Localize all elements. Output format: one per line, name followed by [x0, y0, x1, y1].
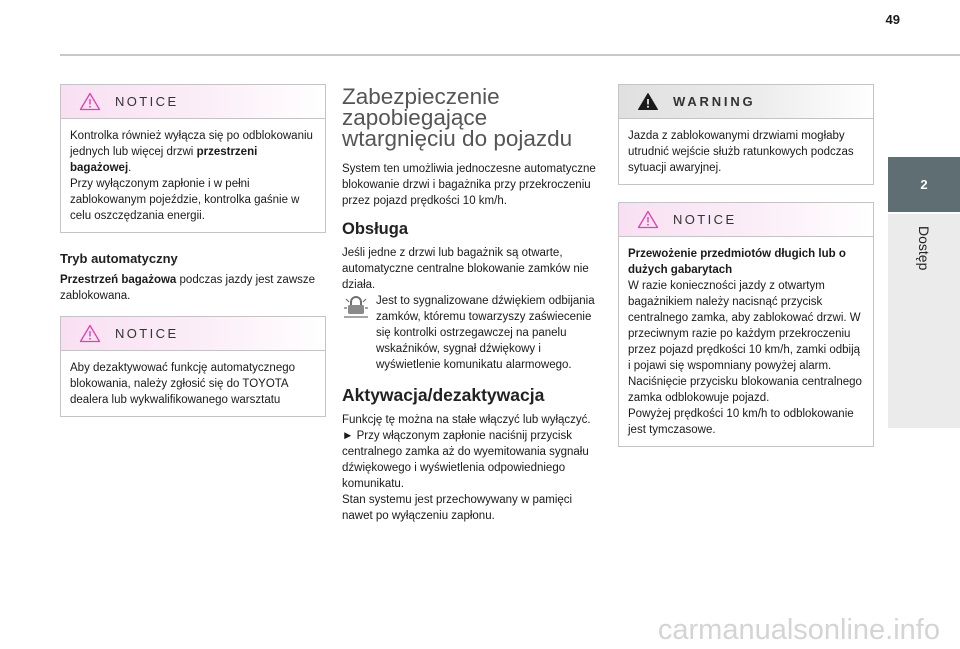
notice-paragraph: W razie konieczności jazdy z otwartym bagażnikiem należy nacisnąć przycisk centralnego zamka, aby zablokować drzwi. W przeciwnym razie po każdym przekroczeniu przez pojazd prędkości 10 km/h, zamki odbiją i pojawi się wspomniany powyżej alarm.: [628, 280, 861, 372]
notice-paragraph-2: Naciśnięcie przycisku blokowania centralnego zamka odblokowuje pojazd.: [628, 376, 862, 404]
header-rule: [60, 54, 960, 56]
operation-paragraph: Jeśli jedne z drzwi lub bagażnik są otwarte, automatyczne centralne blokowanie zamków nie działa.: [342, 247, 589, 291]
notice-box: [60, 84, 326, 233]
notice-paragraph-2: Przy wyłączonym zapłonie i w pełni zablokowanym pojeździe, kontrolka gaśnie w celu oszczędzania energii.: [70, 178, 300, 222]
operation-heading: Obsługa: [342, 220, 409, 238]
column-middle: [342, 84, 604, 524]
notice-paragraph-3: Powyżej prędkości 10 km/h to odblokowanie jest tymczasowe.: [628, 408, 854, 436]
section-tab-label: Dostęp: [916, 226, 932, 271]
watermark: carmanualsonline.info: [657, 614, 940, 646]
notice-title: NOTICE: [115, 94, 179, 109]
page-number: 49: [885, 12, 900, 27]
notice-title: NOTICE: [115, 326, 179, 341]
warning-triangle-outline-icon: [79, 92, 101, 111]
auto-mode-heading: Tryb automatyczny: [60, 251, 178, 266]
section-title: Zabezpieczenie zapobiegające wtargnięciu do pojazdu: [342, 84, 573, 151]
notice-paragraph: Aby dezaktywować funkcję automatycznego blokowania, należy zgłosić się do TOYOTA dealera lub wykwalifikowanego warsztatu: [70, 362, 296, 406]
activation-step: ► Przy włączonym zapłonie naciśnij przycisk centralnego zamka aż do wyemitowania sygnału dźwiękowego i wyświetlenia odpowiedniego komunikatu.: [342, 430, 589, 490]
activation-paragraph: Funkcję tę można na stałe włączyć lub wyłączyć.: [342, 414, 591, 426]
lock-alert-text: Jest to sygnalizowane dźwiękiem odbijania zamków, któremu towarzyszy zaświecenie się kontrolki ostrzegawczej na panelu wskaźników, sygnał dźwiękowy i wyświetlenie komunikatu alarmowego.: [376, 295, 595, 371]
notice-paragraph: Kontrolka również wyłącza się po odblokowaniu jednych lub więcej drzwi przestrzeni bagażowej.: [70, 130, 313, 174]
activation-heading: Aktywacja/dezaktywacja: [342, 385, 545, 405]
notice-title: NOTICE: [673, 212, 737, 227]
warning-triangle-outline-icon: [637, 210, 659, 229]
notice-header: [61, 85, 325, 119]
notice-box-3: [618, 202, 874, 447]
notice-box-2: [60, 316, 326, 417]
auto-mode-text: Przestrzeń bagażowa podczas jazdy jest zawsze zablokowana.: [60, 274, 316, 302]
activation-note: Stan systemu jest przechowywany w pamięci nawet po wyłączeniu zapłonu.: [342, 494, 573, 522]
notice-header: [61, 317, 325, 351]
section-tab[interactable]: [888, 214, 960, 428]
column-left: [60, 84, 326, 417]
lock-alert-paragraph: [342, 293, 604, 373]
intro-paragraph: System ten umożliwia jednoczesne automatyczne blokowanie drzwi i bagażnika przy przekroczeniu przez pojazd prędkości 10 km/h.: [342, 163, 596, 207]
warning-header: [619, 85, 873, 119]
warning-paragraph: Jazda z zablokowanymi drzwiami mogłaby utrudnić wejście służb ratunkowych podczas sytuacji awaryjnej.: [628, 130, 854, 174]
column-right: [618, 84, 874, 447]
notice-subheading: Przewożenie przedmiotów długich lub o dużych gabarytach: [628, 248, 846, 276]
chapter-tab[interactable]: 2: [888, 157, 960, 212]
notice-header: [619, 203, 873, 237]
warning-title: WARNING: [673, 94, 756, 109]
warning-triangle-outline-icon: [79, 324, 101, 343]
warning-box: [618, 84, 874, 185]
lock-warning-light-icon: [342, 295, 370, 321]
warning-triangle-filled-icon: [637, 92, 659, 111]
